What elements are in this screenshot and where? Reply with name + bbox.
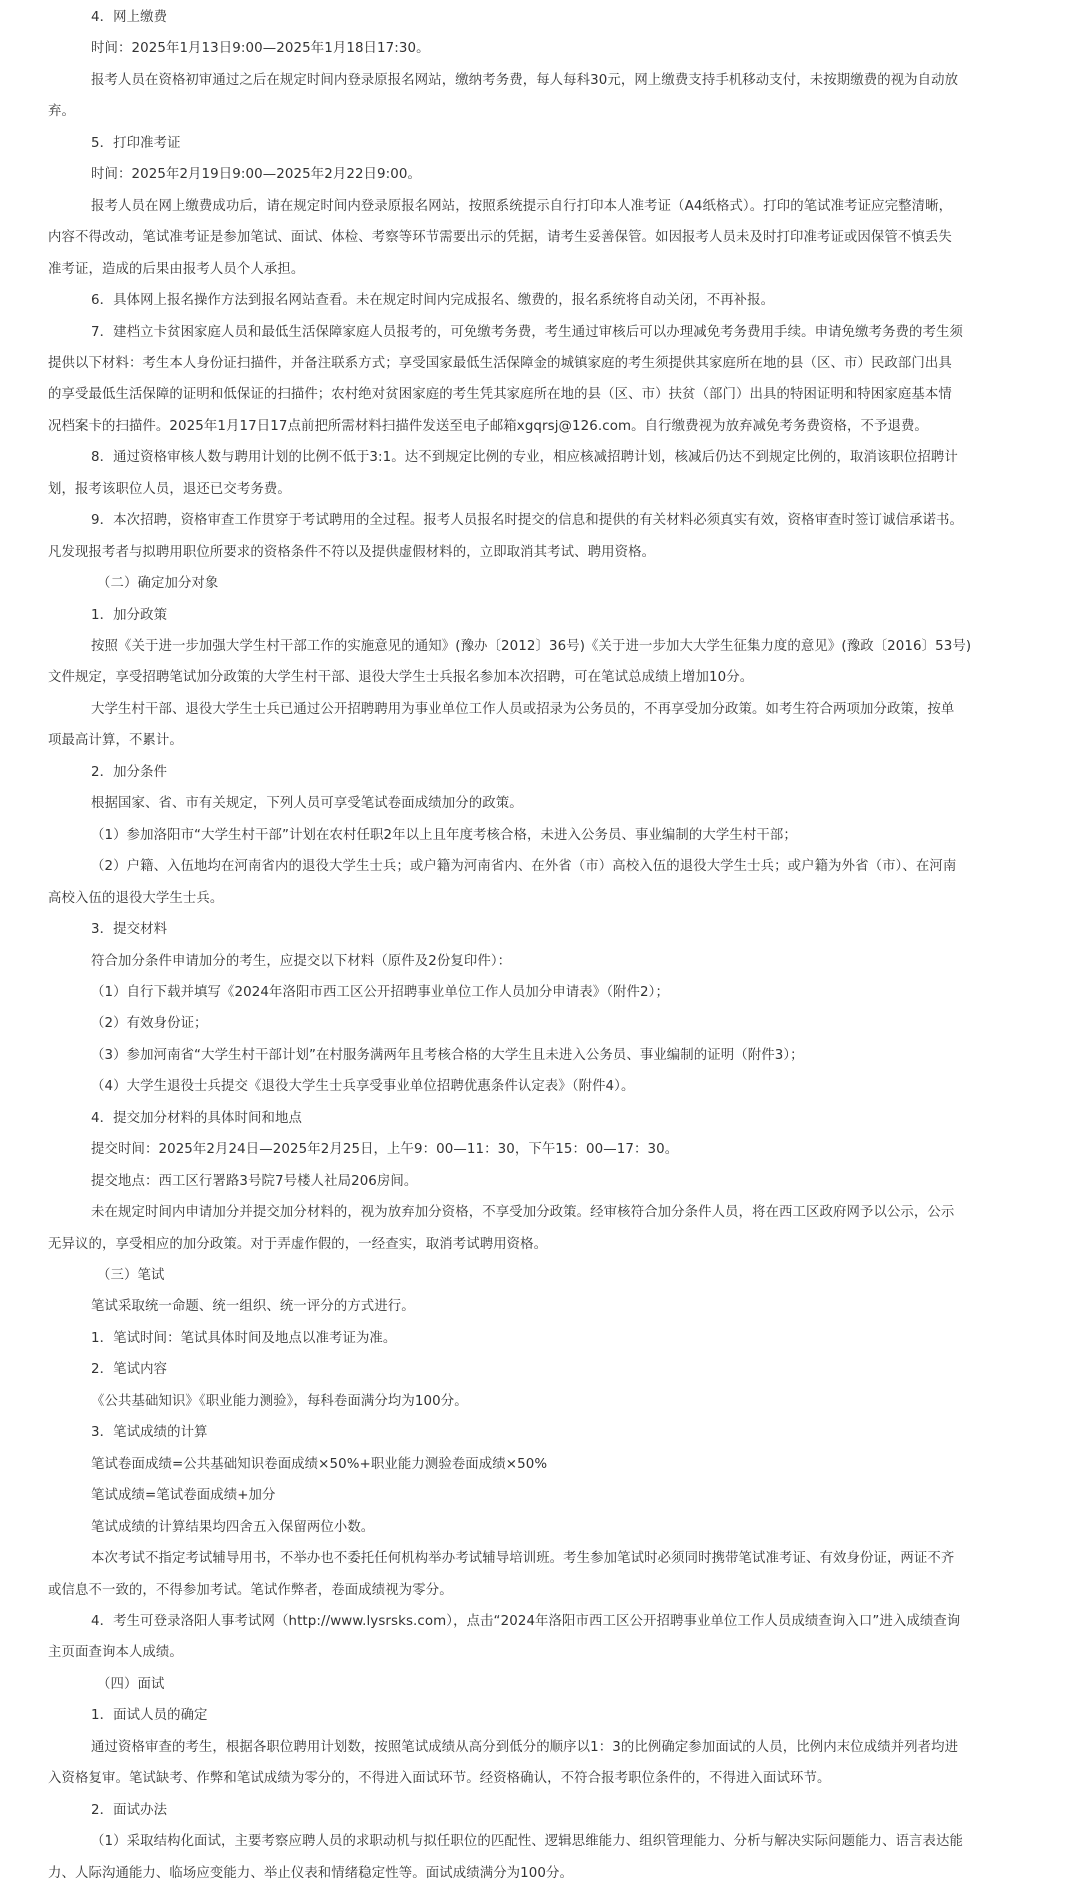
text-line-content: 准考证，造成的后果由报考人员个人承担。	[48, 261, 305, 277]
text-line-content: 根据国家、省、市有关规定，下列人员可享受笔试卷面成绩加分的政策。	[91, 796, 523, 812]
text-line	[0, 1040, 1080, 1072]
text-line	[0, 254, 1080, 286]
text-line	[0, 96, 1080, 128]
text-line-content: （1）采取结构化面试，主要考察应聘人员的求职动机与拟任职位的匹配性、逻辑思维能力、组织管理能力、分析与解决实际问题能力、语言表达能	[91, 1834, 964, 1850]
text-line-content: 按照《关于进一步加强大学生村干部工作的实施意见的通知》(豫办〔2012〕36号)《关于进一步加大大学生征集力度的意见》(豫政〔2016〕53号)	[91, 639, 972, 654]
text-line	[0, 1166, 1080, 1198]
text-line	[0, 379, 1080, 411]
text-line	[0, 1449, 1080, 1481]
text-line-content: 7．建档立卡贫困家庭人员和最低生活保障家庭人员报考的，可免缴考务费，考生通过审核后可以办理减免考务费用手续。申请免缴考务费的考生须	[91, 324, 964, 340]
text-line-content: 4．网上缴费	[91, 10, 168, 25]
text-line	[0, 568, 1080, 600]
text-line	[0, 2, 1080, 34]
text-line	[0, 1291, 1080, 1323]
text-line	[0, 317, 1080, 349]
text-line	[0, 411, 1080, 443]
text-line-content: 《公共基础知识》《职业能力测验》，每科卷面满分均为100分。	[91, 1393, 468, 1409]
text-line	[0, 222, 1080, 254]
text-line	[0, 1606, 1080, 1638]
text-line	[0, 1134, 1080, 1166]
text-line	[0, 1700, 1080, 1732]
text-line	[0, 631, 1080, 663]
text-line-content: 2．加分条件	[91, 764, 168, 780]
text-line	[0, 977, 1080, 1009]
text-line	[0, 474, 1080, 506]
text-line-content: （2）户籍、入伍地均在河南省内的退役大学生士兵；或户籍为河南省内、在外省（市）高校入伍的退役大学生士兵；或户籍为外省（市）、在河南	[91, 859, 957, 875]
text-line	[0, 1637, 1080, 1669]
text-line-content: 的享受最低生活保障的证明和低保证的扫描件；农村绝对贫困家庭的考生凭其家庭所在地的县（区、市）扶贫（部门）出具的特困证明和特困家庭基本情	[48, 387, 952, 403]
text-line	[0, 1323, 1080, 1355]
text-line-content: 主页面查询本人成绩。	[48, 1645, 183, 1661]
text-line-content: 3．笔试成绩的计算	[91, 1425, 208, 1441]
text-line	[0, 1008, 1080, 1040]
text-line	[0, 442, 1080, 474]
text-line-content: 5．打印准考证	[91, 135, 181, 151]
text-line-content: （三）笔试	[97, 1268, 165, 1283]
text-line-content: 大学生村干部、退役大学生士兵已通过公开招聘聘用为事业单位工作人员或招录为公务员的，不再享受加分政策。如考生符合两项加分政策，按单	[91, 701, 955, 717]
text-line	[0, 285, 1080, 317]
text-line-content: 项最高计算，不累计。	[48, 733, 183, 749]
text-line-content: 通过资格审查的考生，根据各职位聘用计划数，按照笔试成绩从高分到低分的顺序以1：3的比例确定参加面试的人员，比例内末位成绩并列者均进	[91, 1739, 959, 1755]
text-line	[0, 128, 1080, 160]
text-line	[0, 914, 1080, 946]
text-line	[0, 1763, 1080, 1795]
text-line-content: 笔试成绩的计算结果均四舍五入保留两位小数。	[91, 1519, 375, 1535]
text-line-content: （四）面试	[97, 1676, 165, 1692]
text-line-content: 凡发现报考者与拟聘用职位所要求的资格条件不符以及提供虚假材料的，立即取消其考试、聘用资格。	[48, 544, 656, 560]
text-line-content: 入资格复审。笔试缺考、作弊和笔试成绩为零分的，不得进入面试环节。经资格确认，不符合报考职位条件的，不得进入面试环节。	[48, 1771, 831, 1787]
text-line-content: 8．通过资格审核人数与聘用计划的比例不低于3:1。达不到规定比例的专业，相应核减招聘计划，核减后仍达不到规定比例的，取消该职位招聘计	[91, 450, 958, 466]
text-line	[0, 1512, 1080, 1544]
text-line-content: 提交时间：2025年2月24日—2025年2月25日，上午9：00—11：30，下午15：00—17：30。	[91, 1142, 679, 1158]
text-line-content: 时间：2025年1月13日9:00—2025年1月18日17:30。	[91, 41, 430, 57]
text-line	[0, 1732, 1080, 1764]
text-line-content: 笔试采取统一命题、统一组织、统一评分的方式进行。	[91, 1299, 415, 1315]
text-line	[0, 757, 1080, 789]
text-line-content: （1）自行下载并填写《2024年洛阳市西工区公开招聘事业单位工作人员加分申请表》（附件2）；	[91, 984, 669, 1000]
text-line	[0, 505, 1080, 537]
text-line	[0, 600, 1080, 632]
text-line	[0, 191, 1080, 223]
text-line-content: 本次考试不指定考试辅导用书，不举办也不委托任何机构举办考试辅导培训班。考生参加笔试时必须同时携带笔试准考证、有效身份证，两证不齐	[91, 1551, 955, 1567]
text-line-content: 6．具体网上报名操作方法到报名网站查看。未在规定时间内完成报名、缴费的，报名系统将自动关闭，不再补报。	[91, 293, 775, 309]
text-line-content: 未在规定时间内申请加分并提交加分材料的，视为放弃加分资格，不享受加分政策。经审核符合加分条件人员，将在西工区政府网予以公示，公示	[91, 1205, 955, 1221]
text-line-content: （3）参加河南省“大学生村干部计划”在村服务满两年且考核合格的大学生且未进入公务员、事业编制的证明（附件3）；	[91, 1047, 804, 1063]
text-line-content: 2．笔试内容	[91, 1362, 168, 1378]
text-line	[0, 1826, 1080, 1858]
text-line	[0, 851, 1080, 883]
text-line-content: 力、人际沟通能力、临场应变能力、举止仪表和情绪稳定性等。面试成绩满分为100分。	[48, 1865, 574, 1881]
text-line	[0, 1480, 1080, 1512]
text-line-content: （二）确定加分对象	[97, 576, 219, 592]
text-line-content: 1．加分政策	[91, 607, 168, 623]
text-line	[0, 33, 1080, 65]
text-line-content: 符合加分条件申请加分的考生，应提交以下材料（原件及2份复印件）：	[91, 953, 512, 969]
text-line-content: 报考人员在网上缴费成功后，请在规定时间内登录原报名网站，按照系统提示自行打印本人准考证（A4纸格式）。打印的笔试准考证应完整清晰，	[91, 198, 953, 214]
text-line-content: 3．提交材料	[91, 922, 168, 938]
text-line	[0, 159, 1080, 191]
text-line-content: 时间：2025年2月19日9:00—2025年2月22日9:00。	[91, 167, 422, 183]
text-line-content: 文件规定，享受招聘笔试加分政策的大学生村干部、退役大学生士兵报名参加本次招聘，可在笔试总成绩上增加10分。	[48, 670, 754, 686]
text-line	[0, 883, 1080, 915]
text-line	[0, 537, 1080, 569]
text-line	[0, 788, 1080, 820]
text-line	[0, 348, 1080, 380]
text-line	[0, 1103, 1080, 1135]
text-line-content: 高校入伍的退役大学生士兵。	[48, 890, 224, 906]
text-line	[0, 820, 1080, 852]
text-line-content: 划，报考该职位人员，退还已交考务费。	[48, 481, 291, 497]
text-line	[0, 725, 1080, 757]
text-line-content: 弃。	[48, 104, 75, 120]
text-line	[0, 1260, 1080, 1292]
text-line-content: （2）有效身份证；	[91, 1016, 208, 1032]
text-line	[0, 694, 1080, 726]
text-line	[0, 1575, 1080, 1607]
text-line-content: 或信息不一致的，不得参加考试。笔试作弊者，卷面成绩视为零分。	[48, 1582, 453, 1598]
text-line-content: 笔试卷面成绩=公共基础知识卷面成绩×50%+职业能力测验卷面成绩×50%	[91, 1456, 548, 1472]
text-line-content: 4．提交加分材料的具体时间和地点	[91, 1110, 302, 1126]
text-line-content: 2．面试办法	[91, 1802, 168, 1818]
text-line	[0, 1071, 1080, 1103]
text-line-content: 1．面试人员的确定	[91, 1708, 208, 1724]
text-line	[0, 1858, 1080, 1890]
text-line-content: （1）参加洛阳市“大学生村干部”计划在农村任职2年以上且年度考核合格，未进入公务员、事业编制的大学生村干部；	[91, 827, 797, 843]
text-line-content: 提交地点：西工区行署路3号院7号楼人社局206房间。	[91, 1173, 418, 1189]
text-line-content: 笔试成绩=笔试卷面成绩+加分	[91, 1488, 276, 1504]
text-line	[0, 1354, 1080, 1386]
text-line-content: 无异议的，享受相应的加分政策。对于弄虚作假的，一经查实，取消考试聘用资格。	[48, 1236, 548, 1252]
text-line	[0, 662, 1080, 694]
text-line-content: 提供以下材料：考生本人身份证扫描件，并备注联系方式；享受国家最低生活保障金的城镇家庭的考生须提供其家庭所在地的县（区、市）民政部门出具	[48, 355, 952, 371]
text-line	[0, 1543, 1080, 1575]
text-line	[0, 1386, 1080, 1418]
text-line-content: 况档案卡的扫描件。2025年1月17日17点前把所需材料扫描件发送至电子邮箱xgqrsj@126.com。自行缴费视为放弃减免考务费资格，不予退费。	[48, 418, 928, 434]
text-line	[0, 1417, 1080, 1449]
text-line	[0, 1669, 1080, 1701]
text-line-content: （4）大学生退役士兵提交《退役大学生士兵享受事业单位招聘优惠条件认定表》（附件4）。	[91, 1079, 635, 1095]
text-line	[0, 1229, 1080, 1261]
text-line	[0, 1197, 1080, 1229]
text-line-content: 9．本次招聘，资格审查工作贯穿于考试聘用的全过程。报考人员报名时提交的信息和提供的有关材料必须真实有效，资格审查时签订诚信承诺书。	[91, 513, 964, 529]
text-line	[0, 946, 1080, 978]
text-line-content: 4．考生可登录洛阳人事考试网（http://www.lysrsks.com），点击“2024年洛阳市西工区公开招聘事业单位工作人员成绩查询入口”进入成绩查询	[91, 1613, 961, 1629]
text-line-content: 1．笔试时间：笔试具体时间及地点以准考证为准。	[91, 1330, 397, 1346]
text-line	[0, 1795, 1080, 1827]
text-line-content: 内容不得改动，笔试准考证是参加笔试、面试、体检、考察等环节需要出示的凭据，请考生妥善保管。如因报考人员未及时打印准考证或因保管不慎丢失	[48, 230, 952, 246]
text-line-content: 报考人员在资格初审通过之后在规定时间内登录原报名网站，缴纳考务费，每人每科30元，网上缴费支持手机移动支付，未按期缴费的视为自动放	[91, 72, 959, 88]
text-line	[0, 65, 1080, 97]
